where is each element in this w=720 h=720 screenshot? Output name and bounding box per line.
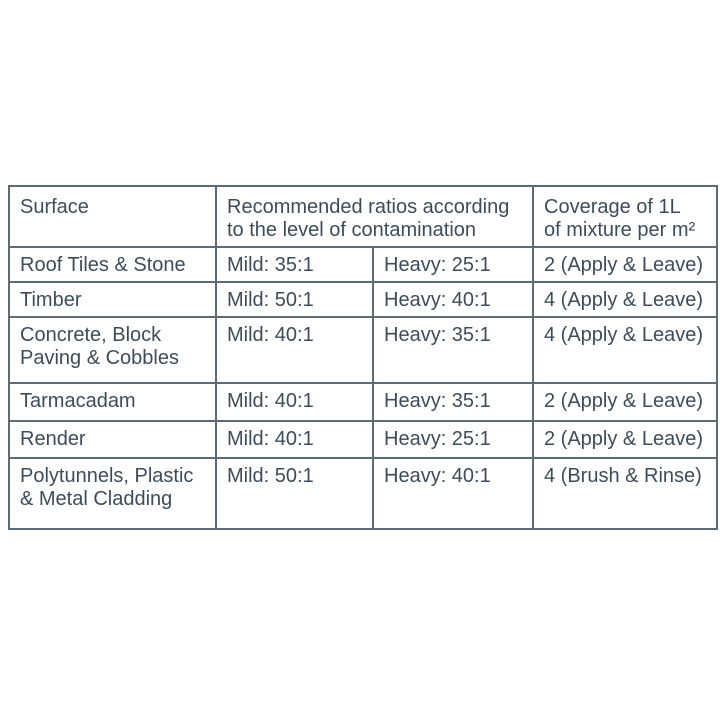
heavy-ratio-cell: Heavy: 40:1 bbox=[373, 282, 533, 317]
heavy-ratio-cell: Heavy: 35:1 bbox=[373, 383, 533, 421]
surface-cell: Timber bbox=[9, 282, 216, 317]
table-row bbox=[9, 247, 717, 282]
heavy-ratio-cell: Heavy: 40:1 bbox=[373, 458, 533, 529]
surface-cell: Tarmacadam bbox=[9, 383, 216, 421]
coverage-cell: 4 (Brush & Rinse) bbox=[533, 458, 717, 529]
coverage-cell: 4 (Apply & Leave) bbox=[533, 282, 717, 317]
surface-cell: Concrete, Block Paving & Cobbles bbox=[9, 317, 216, 383]
table-row bbox=[9, 383, 717, 421]
header-ratios bbox=[216, 186, 533, 247]
ratios-table bbox=[8, 185, 718, 530]
header-coverage-line2: of mixture per m² bbox=[544, 219, 696, 241]
coverage-cell: 2 (Apply & Leave) bbox=[533, 421, 717, 458]
heavy-ratio-cell: Heavy: 25:1 bbox=[373, 247, 533, 282]
mild-ratio-cell: Mild: 50:1 bbox=[216, 282, 373, 317]
header-surface: Surface bbox=[9, 186, 216, 247]
table-row bbox=[9, 282, 717, 317]
table-row bbox=[9, 421, 717, 458]
mild-ratio-cell: Mild: 40:1 bbox=[216, 383, 373, 421]
header-ratios-line2: to the level of contamination bbox=[227, 219, 477, 241]
surface-cell: Roof Tiles & Stone bbox=[9, 247, 216, 282]
header-row bbox=[9, 186, 717, 247]
mild-ratio-cell: Mild: 50:1 bbox=[216, 458, 373, 529]
heavy-ratio-cell: Heavy: 25:1 bbox=[373, 421, 533, 458]
header-coverage bbox=[533, 186, 717, 247]
mild-ratio-cell: Mild: 35:1 bbox=[216, 247, 373, 282]
coverage-cell: 2 (Apply & Leave) bbox=[533, 383, 717, 421]
table-row bbox=[9, 458, 717, 529]
table-row bbox=[9, 317, 717, 383]
mild-ratio-cell: Mild: 40:1 bbox=[216, 317, 373, 383]
surface-cell: Render bbox=[9, 421, 216, 458]
coverage-cell: 2 (Apply & Leave) bbox=[533, 247, 717, 282]
coverage-cell: 4 (Apply & Leave) bbox=[533, 317, 717, 383]
surface-cell: Polytunnels, Plastic & Metal Cladding bbox=[9, 458, 216, 529]
header-ratios-line1: Recommended ratios according bbox=[227, 196, 510, 218]
header-coverage-line1: Coverage of 1L bbox=[544, 196, 681, 218]
heavy-ratio-cell: Heavy: 35:1 bbox=[373, 317, 533, 383]
mild-ratio-cell: Mild: 40:1 bbox=[216, 421, 373, 458]
